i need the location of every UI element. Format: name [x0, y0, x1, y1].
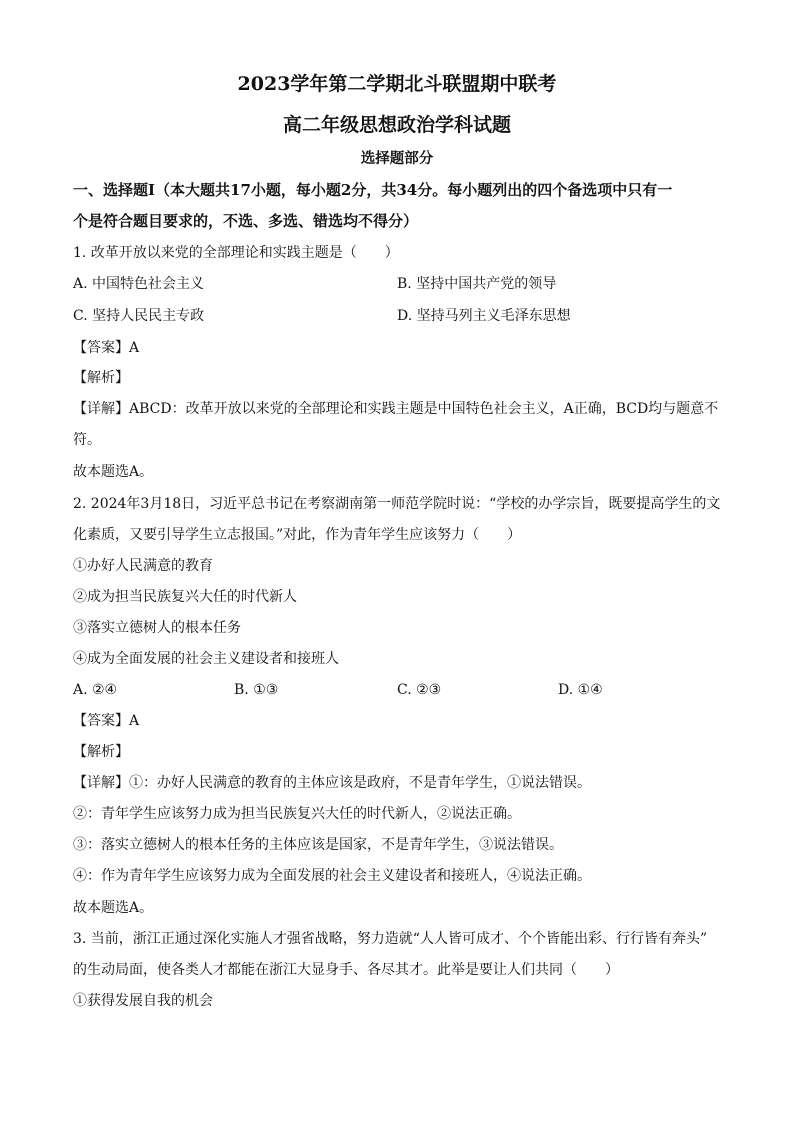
question-2-stem-line-2: 化素质，又要引导学生立志报国。”对此，作为青年学生应该努力（ ） [73, 527, 522, 543]
question-1-option-d: D. 坚持马列主义毛泽东思想 [397, 308, 571, 324]
question-1-option-a: A. 中国特色社会主义 [73, 276, 205, 292]
question-2-option-c: C. ②③ [397, 682, 442, 698]
question-1-stem: 1. 改革开放以来党的全部理论和实践主题是（ ） [73, 245, 399, 261]
question-1-option-c: C. 坚持人民民主专政 [73, 308, 205, 324]
question-2-detail-3: ③：落实立德树人的根本任务的主体应该是国家，不是青年学生，③说法错误。 [73, 837, 563, 853]
part-heading: 选择题部分 [360, 150, 434, 167]
question-3-stem-line-2: 的生动局面，使各类人才都能在浙江大显身手、各尽其才。此举是要让人们共同（ ） [73, 962, 619, 978]
question-3-stem-line-1: 3. 当前，浙江正通过深化实施人才强省战略，努力造就“人人皆可成才、个个皆能出彩、行行皆有奔头” [73, 931, 708, 947]
question-2-detail-2: ②：青年学生应该努力成为担当民族复兴大任的时代新人，②说法正确。 [73, 806, 521, 822]
question-2-option-b: B. ①③ [234, 682, 279, 698]
question-2-option-a: A. ②④ [73, 682, 118, 698]
question-2-item-3: ③落实立德树人的根本任务 [73, 620, 241, 636]
section-heading-line-2: 个是符合题目要求的，不选、多选、错选均不得分） [73, 212, 419, 230]
question-1-detail-line-1: 【详解】ABCD：改革开放以来党的全部理论和实践主题是中国特色社会主义，A正确，BCD均与题意不 [73, 401, 719, 417]
question-2-answer: 【答案】A [73, 713, 140, 729]
question-2-option-d: D. ①④ [558, 682, 603, 698]
question-1-analysis: 【解析】 [73, 370, 129, 386]
question-2-item-4: ④成为全面发展的社会主义建设者和接班人 [73, 651, 339, 667]
question-2-item-2: ②成为担当民族复兴大任的时代新人 [73, 589, 297, 605]
question-3-item-1: ①获得发展自我的机会 [73, 993, 213, 1009]
question-1-option-b: B. 坚持中国共产党的领导 [397, 276, 557, 292]
question-1-conclusion: 故本题选A。 [73, 464, 154, 480]
question-2-item-1: ①办好人民满意的教育 [73, 558, 213, 574]
exam-title: 2023学年第二学期北斗联盟期中联考 [237, 73, 557, 95]
question-2-conclusion: 故本题选A。 [73, 900, 154, 916]
question-2-analysis: 【解析】 [73, 744, 129, 760]
question-1-answer: 【答案】A [73, 340, 140, 356]
section-heading-line-1: 一、选择题Ⅰ（本大题共17小题，每小题2分，共34分。每小题列出的四个备选项中只有一 [73, 181, 673, 199]
question-2-stem-line-1: 2. 2024年3月18日，习近平总书记在考察湖南第一师范学院时说：“学校的办学宗旨，既要提高学生的文 [73, 496, 721, 512]
question-1-detail-line-2: 符。 [73, 432, 101, 448]
exam-subtitle: 高二年级思想政治学科试题 [282, 114, 511, 136]
question-2-detail-4: ④：作为青年学生应该努力成为全面发展的社会主义建设者和接班人，④说法正确。 [73, 868, 591, 884]
question-2-detail-1: 【详解】①：办好人民满意的教育的主体应该是政府，不是青年学生，①说法错误。 [73, 775, 591, 791]
